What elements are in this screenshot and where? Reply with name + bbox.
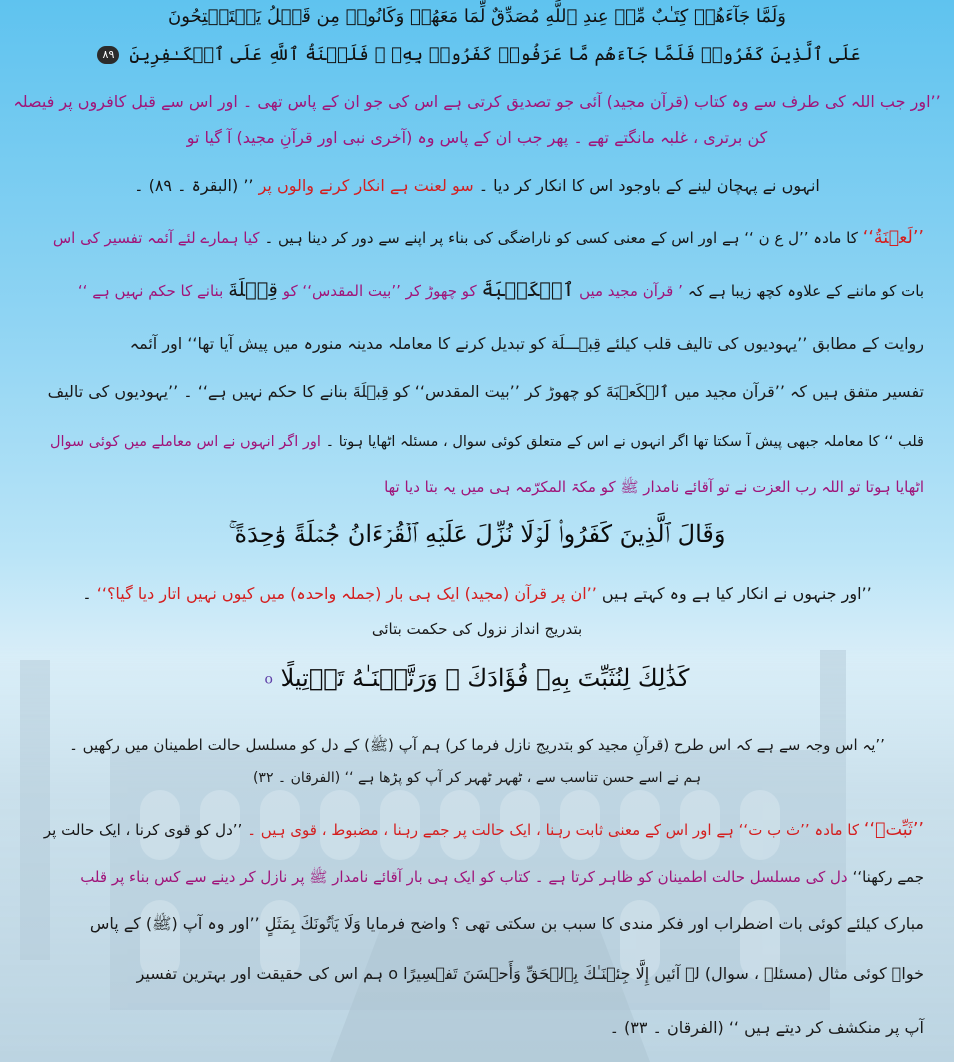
translation-1-line-3-main: انہوں نے پہچان لینے کے باوجود اس کا انکار کر دیا ۔: [478, 176, 820, 195]
riwayat-line-4: اٹھایا ہوتا تو اللہ رب العزت نے تو آقائے نامدار ﷺ کو مکۃ المکرّمہ ہی میں یہ بتا دیا تھا: [384, 478, 924, 496]
laanat-line-1-rest: کا مادہ ’’ل ع ن ‘‘ ہے اور اس کے معنی کسی کو ناراضگی کی بناء پر اپنے سے دور کر دینا ہیں ۔: [264, 229, 858, 247]
translation-1-line-2: کن برتری ، غلبہ مانگتے تھے ۔ پھر جب ان کے پاس وہ (آخری نبی اور قرآنِ مجید) آ گیا تو: [186, 128, 768, 147]
laanat-line-2: [30, 278, 924, 301]
thabbit-line-4: خواہ کوئی مثال (مسئلہ ، سوال) لے آئیں إِلَّا جِئۡنَـٰكَ بِٱلۡحَقِّ وَأَحۡسَنَ تَفۡسِيرًا o ہم اس کی حقیقت اور بہترین تفسیر: [136, 964, 924, 983]
verse-3-text: كَذَٰلِكَ لِنُثَبِّتَ بِهِۦ فُؤَادَكَ ۖ وَرَتَّلۡنَـٰهُ تَرۡتِيلًا: [280, 664, 690, 692]
translation-2-line-1-end: ۔: [82, 584, 92, 603]
translation-3-line-1: ’’یہ اس وجہ سے ہے کہ اس طرح (قرآنِ مجید کو بتدریج نازل فرما کر) ہم آپ (ﷺ) کے دل کو مسلسل حالت اطمینان میں رکھیں ۔: [69, 736, 885, 754]
laanat-line-2-b: ’ قرآن مجید میں: [579, 282, 683, 300]
verse-2: وَقَالَ ٱلَّذِينَ كَفَرُوا۟ لَوۡلَا نُزِّلَ عَلَيۡهِ ٱلۡقُرۡءَانُ جُمۡلَةً وَٰحِدَةً ۚ: [228, 520, 726, 548]
translation-2-line-2: بتدریج انداز نزول کی حکمت بتائی: [371, 620, 583, 638]
thabbit-line-1: [30, 820, 924, 840]
translation-1-line-3-red: سو لعنت ہے انکار کرنے والوں پر: [258, 176, 474, 195]
ayah-number-badge: ٨٩: [97, 46, 119, 64]
laanat-line-2-c: کو چھوڑ کر ’’بیت المقدس‘‘ کو: [282, 282, 477, 300]
translation-1-line-1: ’’اور جب اللہ کی طرف سے وہ کتاب (قرآن مجید) آئی جو تصدیق کرتی ہے اس کی جو ان کے پاس تھی ۔ اور اس سے قبل کافروں پر فیصلہ: [13, 92, 941, 111]
verse-1-line-2: [0, 44, 954, 65]
verse-1-line-2-text: عَلَى ٱلَّذِينَ كَفَرُوا۟ فَلَمَّا جَآءَهُم مَّا عَرَفُوا۟ كَفَرُوا۟ بِهِۦ ۚ فَلَعۡنَةُ ٱللَّهِ عَلَى ٱلۡكَـٰفِرِينَ: [129, 44, 861, 65]
translation-1-line-3: [0, 176, 954, 195]
riwayat-line-3-b: اور اگر انہوں نے اس معاملے میں کوئی سوال: [49, 434, 321, 450]
verse-1-line-1: وَلَمَّا جَآءَهُمۡ كِتَـٰبٌ مِّنۡ عِندِ ٱللَّهِ مُصَدِّقٌ لِّمَا مَعَهُمۡ وَكَانُوا۟ مِن قَبۡلُ يَسۡتَفۡتِحُونَ: [168, 6, 786, 27]
translation-3-line-2: ہم نے اسے حسن تناسب سے ، ٹھہر ٹھہر کر آپ کو پڑھا ہے ‘‘ (الفرقان ۔ ۳۲): [252, 770, 702, 786]
verse-3-end-mark: o: [264, 671, 273, 688]
translation-2-line-1-red: ’’ان پر قرآن (مجید) ایک ہی بار (جملہ واحدہ) میں کیوں نہیں اتار دیا گیا؟‘‘: [96, 584, 597, 603]
translation-2-line-1: [0, 584, 954, 603]
laanat-line-2-a: بات کو ماننے کے علاوہ کچھ زیبا ہے کہ: [687, 282, 924, 300]
thabbit-word: ’’ثَبِّتۡ‘‘: [863, 820, 924, 840]
riwayat-line-3: [30, 432, 924, 450]
riwayat-line-3-a: قلب ‘‘ کا معاملہ جبھی پیش آ سکتا تھا اگر انہوں نے اس کے متعلق کوئی سوال ، مسئلہ اٹھایا ہوتا ۔: [325, 434, 924, 450]
thabbit-line-1-b: ’’دل کو قوی کرنا ، ایک حالت پر: [43, 821, 243, 839]
thabbit-line-3: مبارک کیلئے کوئی بات اضطراب اور فکر مندی کا سبب بن سکتی تھی ؟ واضح فرمایا وَلَا يَأۡتُونَكَ بِمَثَلٍ ’’اور وہ آپ (ﷺ) کے پاس: [89, 914, 924, 933]
laanat-line-2-d: بنانے کا حکم نہیں ہے ‘‘: [77, 282, 224, 300]
thabbit-line-2: [30, 868, 924, 890]
thabbit-line-1-a: کا مادہ ’’ث ب ت‘‘ ہے اور اس کے معنی ثابت رہنا ، ایک حالت پر جمے رہنا ، مضبوط ، قوی ہیں ۔: [247, 821, 859, 839]
verse-3: [0, 664, 954, 692]
laanat-kaaba: ٱلۡكَعۡبَةَ: [481, 278, 575, 301]
translation-2-line-1-a: ’’اور جنہوں نے انکار کیا ہے وہ کہتے ہیں: [601, 584, 872, 603]
thabbit-line-2-a: جمے رکھنا‘‘: [852, 868, 924, 886]
laanat-line-1-magenta: کیا ہمارے لئے آئمہ تفسیر کی اس: [52, 229, 260, 247]
laanat-qibla: قِبۡلَةَ: [228, 278, 278, 301]
riwayat-line-1: روایت کے مطابق ’’یہودیوں کی تالیف قلب کیلئے قِبۡـــلَة کو تبدیل کرنے کا معاملہ مدینہ منورہ میں پیش آیا تھا‘‘ اور آئمہ: [129, 334, 924, 353]
laanat-line-1: [30, 228, 924, 248]
laanat-word: ’’لَعۡنَةُ‘‘: [862, 228, 924, 248]
translation-1-line-3-ref: ’’ (البقرۃ ۔ ۸۹) ۔: [134, 176, 254, 195]
riwayat-line-2: تفسیر متفق ہیں کہ ’’قرآن مجید میں ٱلۡكَعۡبَةَ کو چھوڑ کر ’’بیت المقدس‘‘ کو قِبۡلَةَ بنانے کا حکم نہیں ہے‘‘ ۔ ’’یہودیوں کی تالیف: [47, 382, 924, 401]
thabbit-line-5: آپ پر منکشف کر دیتے ہیں ‘‘ (الفرقان ۔ ۳۳) ۔: [609, 1018, 924, 1037]
thabbit-line-2-b: دل کی مسلسل حالت اطمینان کو ظاہر کرتا ہے ۔ کتاب کو ایک ہی بار آقائے نامدار ﷺ پر نازل کر دینے سے کس بناء پر قلب: [80, 868, 848, 886]
